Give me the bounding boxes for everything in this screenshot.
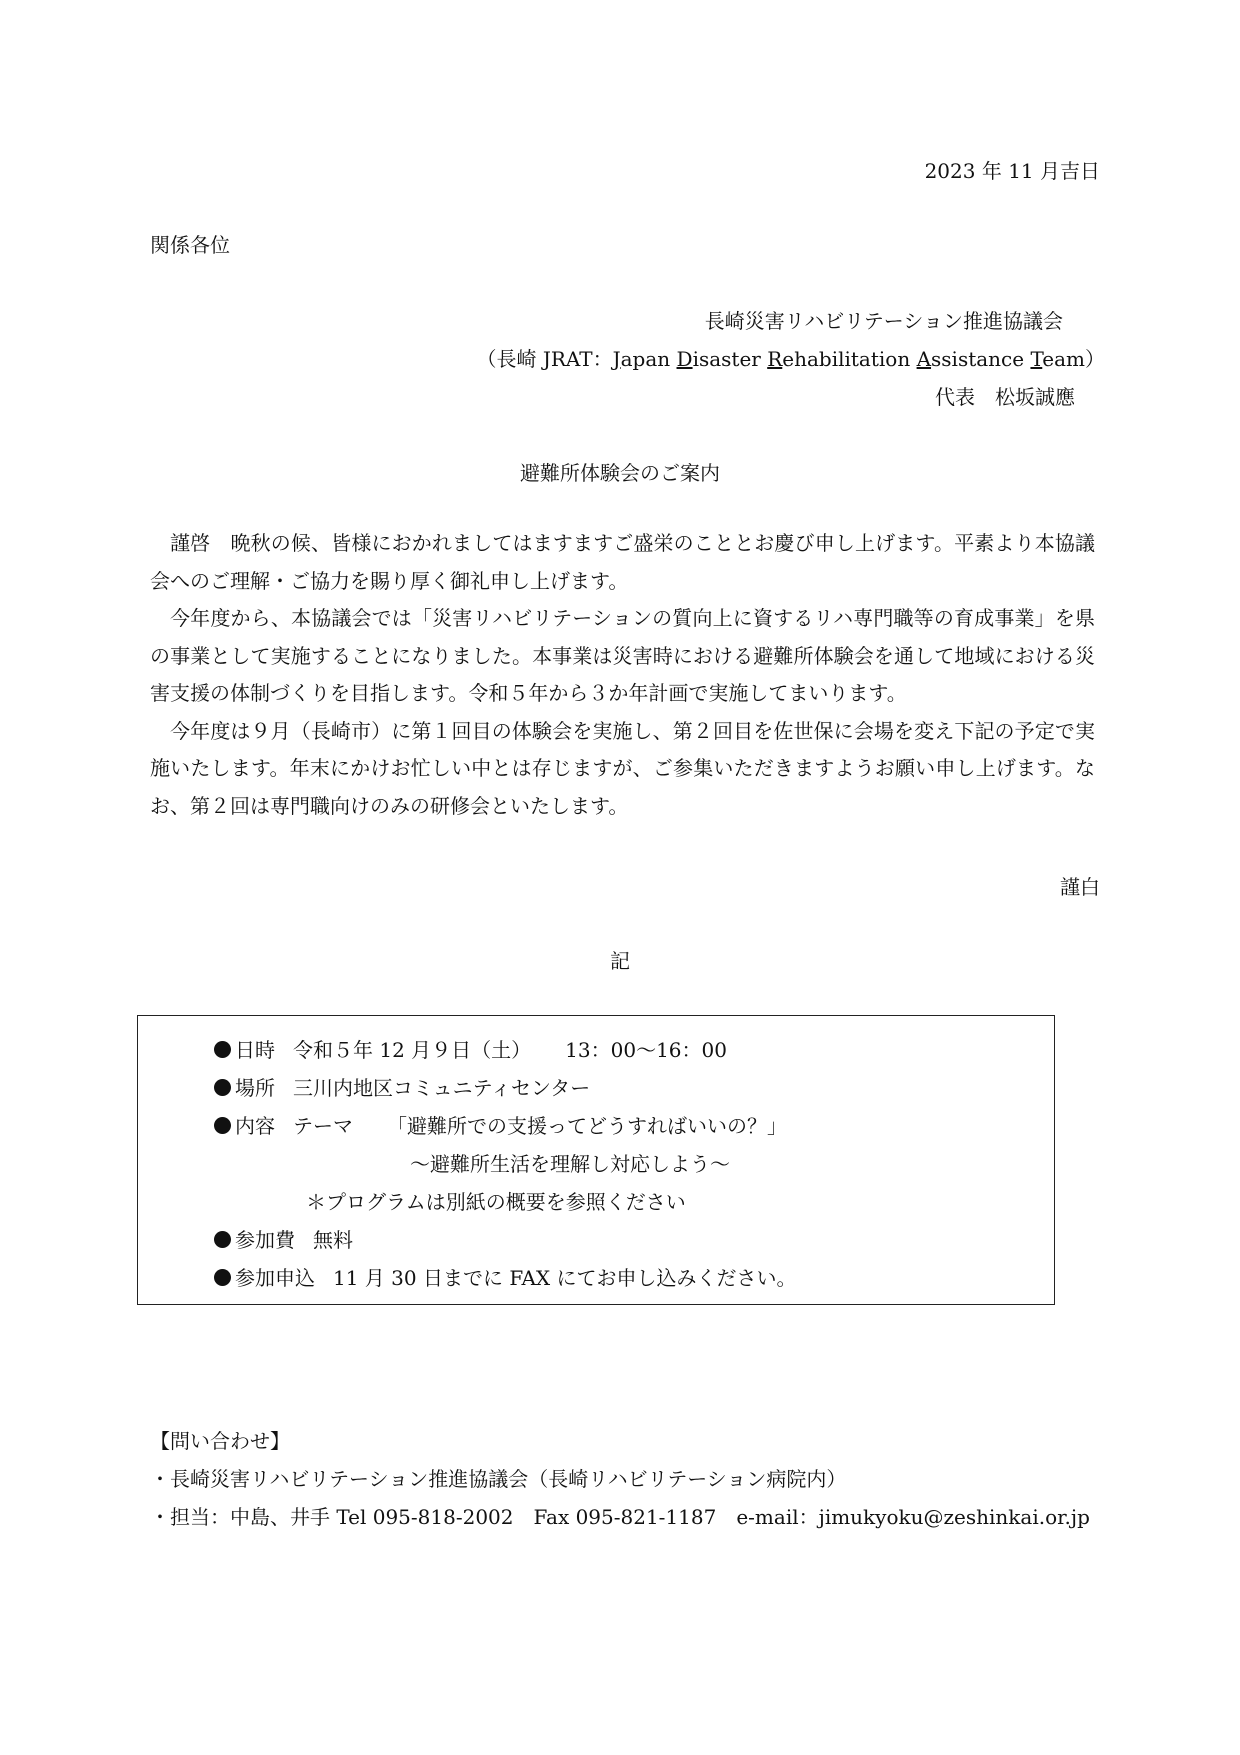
detail-value: 無料 xyxy=(313,1228,353,1252)
org-english-word: Assistance xyxy=(916,347,1025,371)
body-paragraph: 今年度は９月（長崎市）に第１回目の体験会を実施し、第２回目を佐世保に会場を変え下記の予定で実施いたします。年末にかけお忙しい中とは存じますが、ご参集いただきますようお願い申し上げます。なお、第２回は専門職向けのみの研修会といたします。 xyxy=(150,718,1095,818)
representative: 代表 松坂誠應 xyxy=(935,385,1075,409)
detail-place xyxy=(214,1072,590,1101)
detail-value: 三川内地区コミュニティセンター xyxy=(293,1076,591,1100)
ki-heading: 記 xyxy=(610,949,630,973)
detail-note: ＊プログラムは別紙の概要を参照ください xyxy=(306,1190,686,1214)
letter-date: 2023 年 11 月吉日 xyxy=(924,159,1100,183)
bullet-icon xyxy=(214,1231,231,1248)
bullet-icon xyxy=(214,1117,231,1134)
bullet-icon xyxy=(214,1041,231,1058)
bullet-icon xyxy=(214,1079,231,1096)
body-paragraph: 謹啓 晩秋の候、皆様におかれましてはますますご盛栄のこととお慶び申し上げます。平素より本協議会へのご理解・ご協力を賜り厚く御礼申し上げます。 xyxy=(150,531,1095,593)
detail-label: 日時 xyxy=(235,1038,275,1062)
contact-heading: 【問い合わせ】 xyxy=(150,1429,290,1453)
org-english-word: Japan xyxy=(612,347,671,371)
closing-phrase: 謹白 xyxy=(1060,875,1100,899)
document-title: 避難所体験会のご案内 xyxy=(520,461,720,485)
detail-label: 参加費 xyxy=(235,1228,295,1252)
detail-theme: 「避難所での支援ってどうすればいいの？」 xyxy=(387,1114,787,1138)
sender-organization: 長崎災害リハビリテーション推進協議会 xyxy=(704,309,1063,333)
detail-theme-label: テーマ xyxy=(293,1114,353,1138)
detail-label: 場所 xyxy=(235,1076,275,1100)
org-english-prefix: （長崎 JRAT： xyxy=(476,347,613,371)
contact-details: ・担当：中島、井手 Tel 095-818-2002 Fax 095-821-1187 e-mail：jimukyoku@zeshinkai.or.jp xyxy=(150,1505,1090,1529)
addressee: 関係各位 xyxy=(150,233,230,257)
org-english-word: Rehabilitation xyxy=(767,347,911,371)
detail-time: 13：00～16：00 xyxy=(565,1038,727,1062)
detail-subtitle: ～避難所生活を理解し対応しよう～ xyxy=(410,1152,730,1176)
org-english-word: Disaster xyxy=(676,347,761,371)
detail-fee xyxy=(214,1224,353,1253)
detail-date xyxy=(214,1034,727,1063)
detail-label: 参加申込 xyxy=(235,1266,315,1290)
org-english-word: Team xyxy=(1030,347,1085,371)
body-paragraph: 今年度から、本協議会では「災害リハビリテーションの質向上に資するリハ専門職等の育成事業」を県の事業として実施することになりました。本事業は災害時における避難所体験会を通して地域における災害支援の体制づくりを目指します。令和５年から３か年計画で実施してまいります。 xyxy=(150,606,1095,705)
detail-value: 令和５年 12 月９日（土） xyxy=(293,1038,532,1062)
sender-organization-english xyxy=(476,343,1105,372)
letter-body xyxy=(150,525,1095,825)
bullet-icon xyxy=(214,1269,231,1286)
detail-value: 11 月 30 日までに FAX にてお申し込みください。 xyxy=(333,1266,797,1290)
detail-apply xyxy=(214,1262,797,1291)
org-english-suffix: ） xyxy=(1085,347,1105,371)
detail-content xyxy=(214,1110,787,1139)
contact-organization: ・長崎災害リハビリテーション推進協議会（長崎リハビリテーション病院内） xyxy=(150,1467,847,1491)
event-details-box xyxy=(137,1015,1055,1305)
detail-label: 内容 xyxy=(235,1114,275,1138)
